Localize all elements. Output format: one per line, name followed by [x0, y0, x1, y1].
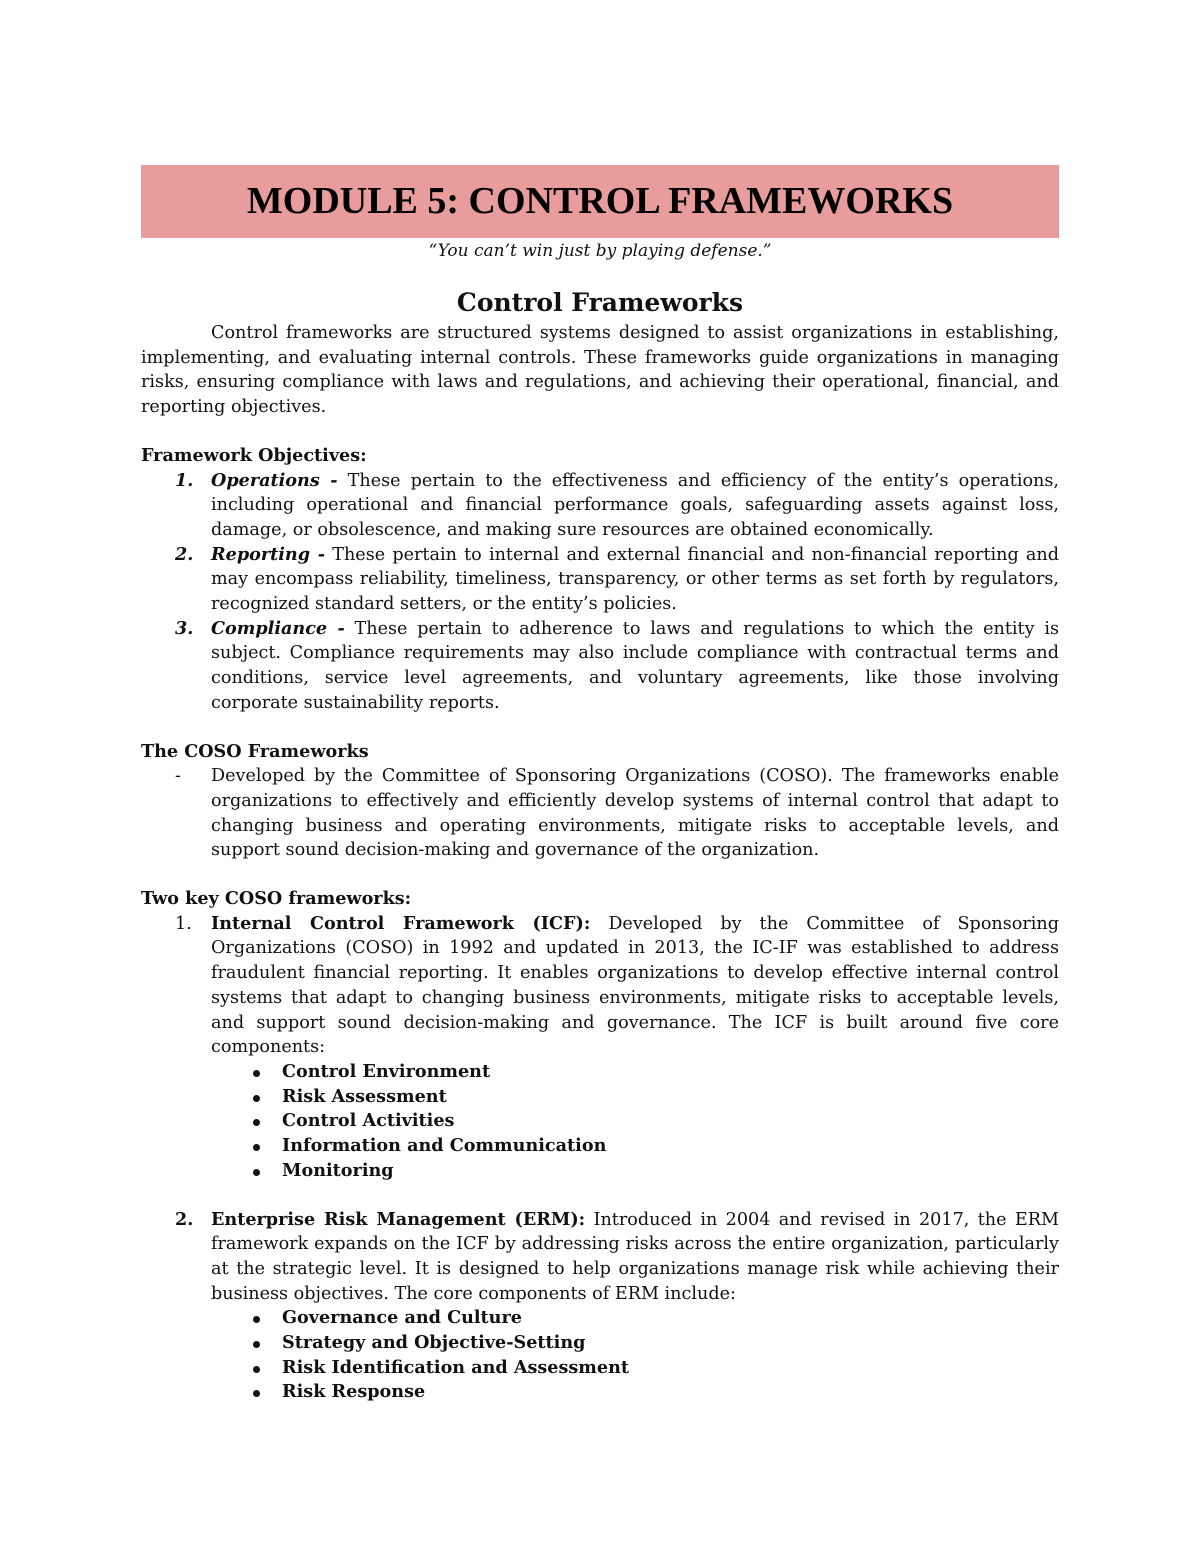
component-label: Strategy and Objective-Setting: [282, 1332, 586, 1354]
objectives-heading: Framework Objectives:: [141, 444, 367, 466]
erm-text: Introduced in 2004 and revised in 2017, the ERM framework expands on the ICF by addressing risks across the entire organization, particularly at the strategic level. It is designed to help organizations manage risk while achieving their business objectives. The core components of ERM include:: [211, 1209, 1059, 1304]
list-item: [141, 1306, 1059, 1331]
section-heading: Control Frameworks: [456, 288, 744, 317]
icf-item: [141, 912, 1059, 1060]
objective-text: These pertain to the effectiveness and efficiency of the entity’s operations, including operational and financial performance goals, safeguarding assets against loss, damage, or obsolescence, and making sure resources are obtained economically.: [211, 470, 1059, 540]
coso-heading: The COSO Frameworks: [141, 740, 369, 762]
objective-term: Compliance -: [211, 617, 345, 639]
objective-item: [141, 617, 1059, 716]
component-label: Governance and Culture: [282, 1307, 522, 1329]
component-label: Control Environment: [282, 1060, 491, 1082]
list-number: 1.: [175, 469, 194, 491]
list-number: 2.: [175, 543, 194, 565]
bullet-icon: [253, 1070, 260, 1077]
component-label: Risk Assessment: [282, 1085, 447, 1107]
list-item: [141, 1109, 1059, 1134]
epigraph-quote: “You can’t win just by playing defense.”: [428, 241, 772, 261]
dash-marker: -: [175, 766, 181, 787]
component-label: Control Activities: [282, 1110, 455, 1132]
bullet-icon: [253, 1095, 260, 1102]
objective-term: Reporting -: [211, 543, 326, 565]
component-label: Risk Response: [282, 1381, 426, 1403]
list-number: 3.: [175, 617, 194, 639]
objective-term: Operations -: [211, 469, 338, 491]
icf-components-list: [141, 1060, 1059, 1184]
key-frameworks-heading: Two key COSO frameworks:: [141, 888, 412, 910]
objective-text: These pertain to adherence to laws and regulations to which the entity is subject. Compliance requirements may also include compliance with contractual terms and conditions, service level agreements, and voluntary agreements, like those involving corporate sustainability reports.: [211, 618, 1059, 713]
icf-text: Developed by the Committee of Sponsoring Organizations (COSO) in 1992 and updated in 2013, the IC-IF was established to address fraudulent financial reporting. It enables organizations to develop effective internal control systems that adapt to changing business environments, mitigate risks to acceptable levels, and support sound decision-making and governance. The ICF is built around five core components:: [211, 913, 1059, 1058]
objective-item: [141, 543, 1059, 617]
list-item: [141, 1380, 1059, 1405]
bullet-icon: [253, 1144, 260, 1151]
module-title-banner: MODULE 5: CONTROL FRAMEWORKS: [141, 165, 1059, 238]
bullet-icon: [253, 1316, 260, 1323]
list-item: [141, 1134, 1059, 1159]
erm-term: Enterprise Risk Management (ERM):: [211, 1208, 586, 1230]
objective-text: These pertain to internal and external financial and non-financial reporting and may encompass reliability, timeliness, transparency, or other terms as set forth by regulators, recognized standard setters, or the entity’s policies.: [211, 544, 1059, 615]
erm-components-list: [141, 1306, 1059, 1405]
bullet-icon: [253, 1366, 260, 1373]
bullet-icon: [253, 1341, 260, 1348]
objective-item: [141, 469, 1059, 543]
list-item: [141, 1159, 1059, 1184]
component-label: Information and Communication: [282, 1135, 607, 1157]
bullet-icon: [253, 1119, 260, 1126]
list-item: [141, 1331, 1059, 1356]
list-item: [141, 1085, 1059, 1110]
intro-paragraph: Control frameworks are structured systems designed to assist organizations in establishing, implementing, and evaluating internal controls. These frameworks guide organizations in managing risks, ensuring compliance with laws and regulations, and achieving their operational, financial, and reporting objectives.: [141, 323, 1059, 418]
erm-item: [141, 1208, 1059, 1307]
list-item: [141, 1356, 1059, 1381]
list-number: 1.: [175, 913, 192, 934]
coso-text: Developed by the Committee of Sponsoring Organizations (COSO). The frameworks enable organizations to effectively and efficiently develop systems of internal control that adapt to changing business and operating environments, mitigate risks to acceptable levels, and support sound decision-making and governance of the organization.: [211, 766, 1059, 861]
objectives-list: [141, 469, 1059, 716]
component-label: Risk Identification and Assessment: [282, 1356, 630, 1378]
document-body: [141, 321, 1059, 1405]
bullet-icon: [253, 1169, 260, 1176]
component-label: Monitoring: [282, 1159, 394, 1181]
list-number: 2.: [175, 1208, 194, 1230]
coso-description: [141, 764, 1059, 863]
icf-term: Internal Control Framework (ICF):: [211, 912, 591, 934]
list-item: [141, 1060, 1059, 1085]
bullet-icon: [253, 1390, 260, 1397]
